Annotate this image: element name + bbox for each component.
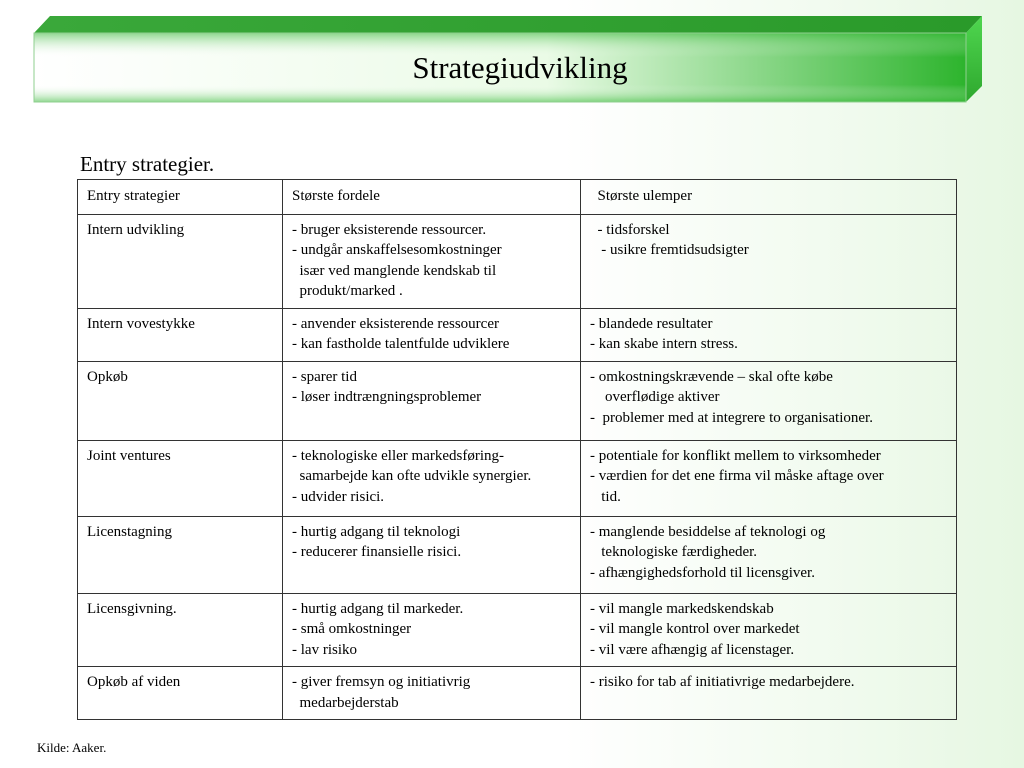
strategy-cell: Licenstagning bbox=[78, 516, 283, 593]
column-header-disadvantages: Største ulemper bbox=[581, 180, 957, 215]
table-row bbox=[78, 516, 957, 593]
disadvantages-cell bbox=[581, 308, 957, 361]
advantages-cell bbox=[283, 516, 581, 593]
disadvantages-line: - usikre fremtidsudsigter bbox=[590, 242, 749, 258]
disadvantages-line: - manglende besiddelse af teknologi og bbox=[590, 523, 826, 540]
entry-strategy-table bbox=[77, 179, 957, 720]
advantages-line: - anvender eksisterende ressourcer bbox=[292, 315, 499, 332]
disadvantages-line: - risiko for tab af initiativrige medarbejdere. bbox=[590, 674, 855, 690]
disadvantages-line: - vil være afhængig af licenstager. bbox=[590, 641, 795, 658]
table-row bbox=[78, 308, 957, 361]
disadvantages-line: - vil mangle markedskendskab bbox=[590, 600, 774, 617]
strategy-cell: Intern udvikling bbox=[78, 214, 283, 308]
advantages-line: især ved manglende kendskab til bbox=[292, 262, 497, 279]
disadvantages-cell bbox=[581, 361, 957, 440]
advantages-line: - udvider risici. bbox=[292, 488, 385, 505]
advantages-line: - kan fastholde talentfulde udviklere bbox=[292, 336, 510, 352]
strategy-cell: Joint ventures bbox=[78, 440, 283, 516]
page-title: Strategiudvikling bbox=[412, 50, 628, 85]
disadvantages-cell bbox=[581, 214, 957, 308]
strategy-cell: Opkøb af viden bbox=[78, 667, 283, 720]
column-header-advantages: Største fordele bbox=[283, 180, 581, 215]
disadvantages-line: - afhængighedsforhold til licensgiver. bbox=[590, 564, 815, 581]
advantages-line: - giver fremsyn og initiativrig bbox=[292, 674, 471, 690]
table-row bbox=[78, 440, 957, 516]
advantages-cell bbox=[283, 593, 581, 667]
disadvantages-cell bbox=[581, 440, 957, 516]
advantages-cell bbox=[283, 667, 581, 720]
advantages-line: samarbejde kan ofte udvikle synergier. bbox=[292, 468, 532, 484]
strategy-cell: Licensgivning. bbox=[78, 593, 283, 667]
table-row bbox=[78, 214, 957, 308]
disadvantages-line: tid. bbox=[590, 488, 621, 505]
disadvantages-line: - vil mangle kontrol over markedet bbox=[590, 621, 800, 637]
strategy-cell: Intern vovestykke bbox=[78, 308, 283, 361]
disadvantages-cell bbox=[581, 516, 957, 593]
advantages-cell bbox=[283, 308, 581, 361]
disadvantages-line: - blandede resultater bbox=[590, 315, 713, 332]
table-row bbox=[78, 361, 957, 440]
disadvantages-line: - problemer med at integrere to organisationer. bbox=[590, 409, 873, 426]
advantages-line: - hurtig adgang til teknologi bbox=[292, 523, 461, 540]
strategy-cell: Opkøb bbox=[78, 361, 283, 440]
advantages-line: - undgår anskaffelsesomkostninger bbox=[292, 242, 502, 258]
disadvantages-cell bbox=[581, 593, 957, 667]
disadvantages-cell bbox=[581, 667, 957, 720]
table-row bbox=[78, 667, 957, 720]
table-row bbox=[78, 593, 957, 667]
table-caption: Entry strategier. bbox=[80, 152, 215, 176]
title-banner bbox=[0, 0, 1024, 110]
disadvantages-line: - værdien for det ene firma vil måske aftage over bbox=[590, 468, 884, 484]
advantages-line: - løser indtrængningsproblemer bbox=[292, 389, 482, 405]
advantages-line: - bruger eksisterende ressourcer. bbox=[292, 221, 487, 238]
advantages-line: produkt/marked . bbox=[292, 283, 403, 299]
advantages-cell bbox=[283, 440, 581, 516]
disadvantages-line: - tidsforskel bbox=[590, 221, 670, 238]
disadvantages-line: teknologiske færdigheder. bbox=[590, 544, 758, 560]
disadvantages-line: - omkostningskrævende – skal ofte købe bbox=[590, 368, 833, 385]
advantages-line: - lav risiko bbox=[292, 641, 357, 658]
disadvantages-line: - potentiale for konflikt mellem to virksomheder bbox=[590, 447, 881, 464]
advantages-line: - teknologiske eller markedsføring- bbox=[292, 447, 505, 464]
table-header-row bbox=[78, 180, 957, 215]
advantages-line: - reducerer finansielle risici. bbox=[292, 544, 462, 560]
advantages-line: - hurtig adgang til markeder. bbox=[292, 600, 464, 617]
source-note: Kilde: Aaker. bbox=[37, 740, 107, 755]
disadvantages-line: - kan skabe intern stress. bbox=[590, 336, 738, 352]
column-header-strategy: Entry strategier bbox=[78, 180, 283, 215]
advantages-cell bbox=[283, 214, 581, 308]
advantages-line: - små omkostninger bbox=[292, 621, 412, 637]
advantages-line: medarbejderstab bbox=[292, 694, 399, 711]
advantages-line: - sparer tid bbox=[292, 368, 357, 385]
disadvantages-line: overflødige aktiver bbox=[590, 389, 720, 405]
advantages-cell bbox=[283, 361, 581, 440]
